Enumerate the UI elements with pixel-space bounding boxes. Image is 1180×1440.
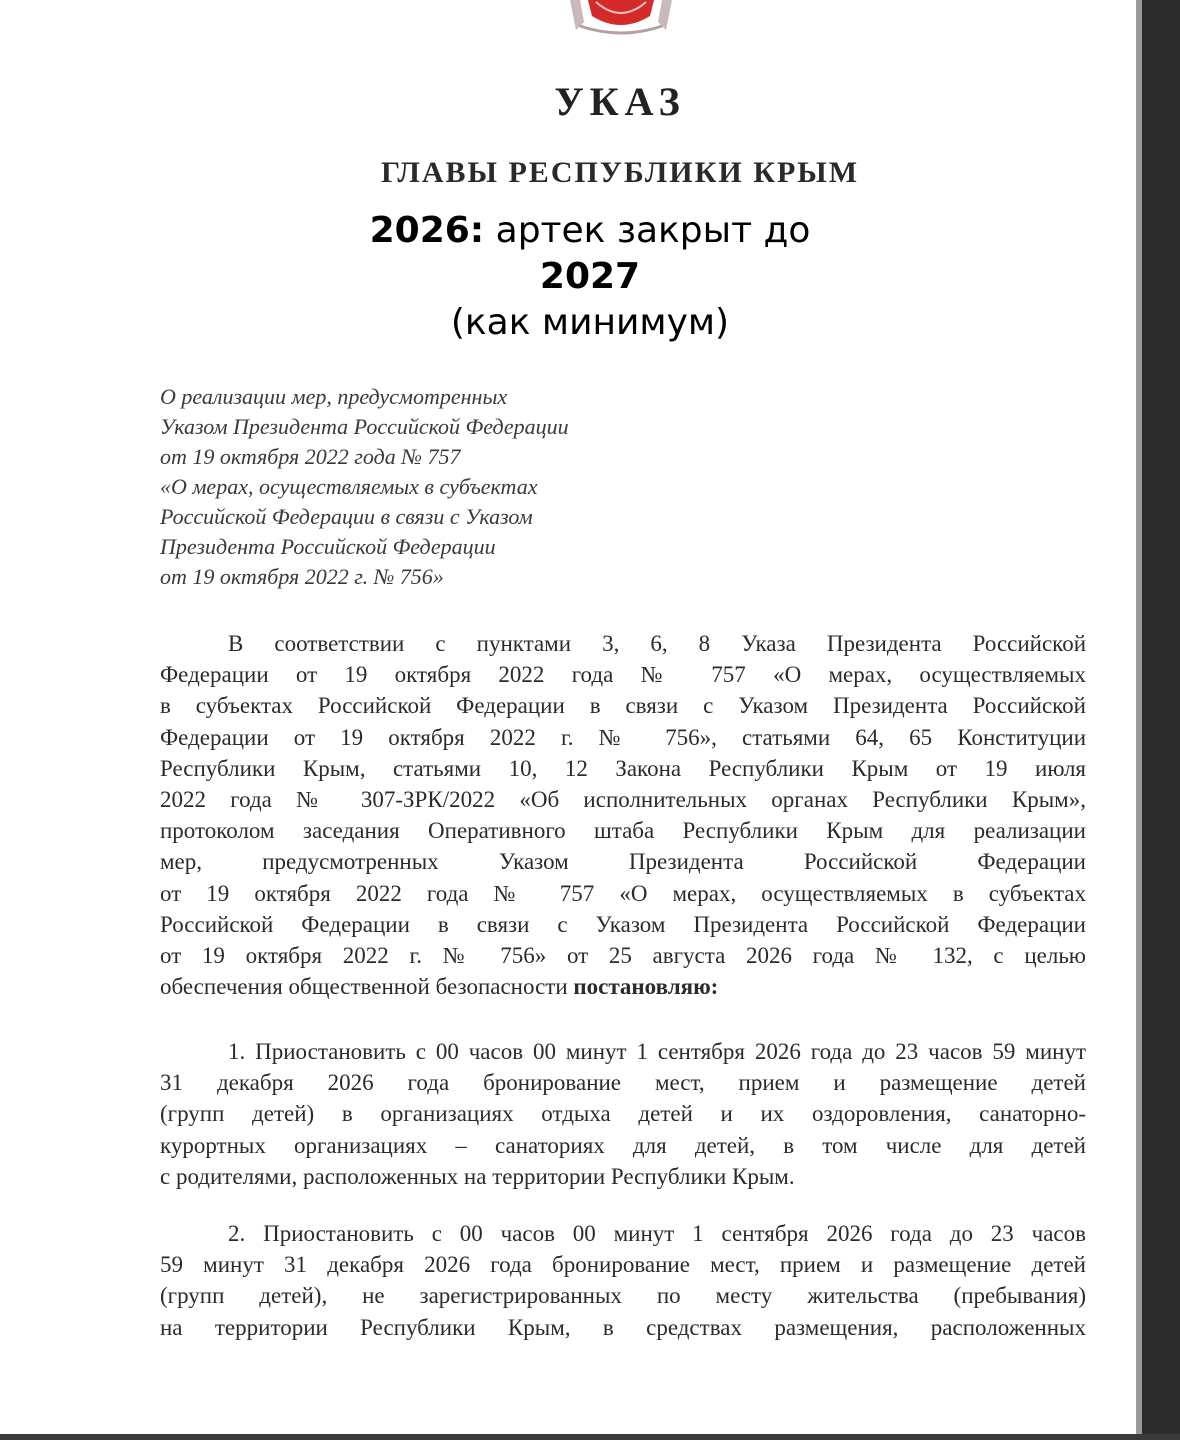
item-line: 31 декабря 2026 года бронирование мест, прием и размещение детей xyxy=(160,1070,1086,1096)
preamble-line: Российской Федерации в связи с Указом xyxy=(160,504,533,529)
overlay-caption xyxy=(320,208,860,346)
preamble-line: Указом Президента Российской Федерации xyxy=(160,414,569,439)
background-right-edge xyxy=(1142,0,1180,1440)
coat-of-arms-icon xyxy=(566,0,676,36)
main-paragraph xyxy=(160,628,1086,1002)
preamble-line: от 19 октября 2022 г. № 756» xyxy=(160,564,444,589)
paragraph-line: от 19 октября 2022 года № 757 «О мерах, осуществляемых в субъектах xyxy=(160,880,1086,906)
item-line: 1. Приостановить с 00 часов 00 минут 1 сентября 2026 года до 23 часов 59 минут xyxy=(228,1039,1086,1064)
item-line: на территории Республики Крым, в средствах размещения, расположенных xyxy=(160,1314,1086,1340)
paragraph-line: В соответствии с пунктами 3, 6, 8 Указа Президента Российской xyxy=(228,631,1086,656)
decree-preamble xyxy=(160,382,760,592)
item-line: курортных организациях – санаториях для детей, в том числе для детей xyxy=(160,1132,1086,1158)
paragraph-line: от 19 октября 2022 г. № 756» от 25 августа 2026 года № 132, с целью xyxy=(160,943,1086,969)
decree-item-2 xyxy=(160,1218,1086,1343)
document-title: УКАЗ xyxy=(554,79,686,124)
preamble-line: Президента Российской Федерации xyxy=(160,534,496,559)
decree-item-1 xyxy=(160,1036,1086,1192)
caption-line-2 xyxy=(320,254,860,300)
caption-note: (как минимум) xyxy=(450,302,730,343)
caption-line-1 xyxy=(320,208,860,254)
paragraph-line: Республики Крым, статьями 10, 12 Закона Республики Крым от 19 июля xyxy=(160,755,1086,781)
paragraph-line: протоколом заседания Оперативного штаба Республики Крым для реализации xyxy=(160,818,1086,844)
paragraph-last-line xyxy=(160,971,1086,1002)
item-line: 59 минут 31 декабря 2026 года бронирование мест, прием и размещение детей xyxy=(160,1252,1086,1278)
preamble-line: от 19 октября 2022 года № 757 xyxy=(160,444,461,469)
item-line: (групп детей) в организациях отдыха детей и их оздоровления, санаторно- xyxy=(160,1101,1086,1127)
paragraph-line: мер, предусмотренных Указом Президента Российской Федерации xyxy=(160,849,1086,875)
caption-year-start: 2026: xyxy=(369,210,485,251)
paragraph-line: Федерации от 19 октября 2022 года № 757 «О мерах, осуществляемых xyxy=(160,662,1086,688)
paragraph-line: 2022 года № 307-ЗРК/2022 «Об исполнительных органах Республики Крым», xyxy=(160,787,1086,813)
paragraph-line: Федерации от 19 октября 2022 г. № 756», статьями 64, 65 Конституции xyxy=(160,724,1086,750)
item-line: с родителями, расположенных на территории Республики Крым. xyxy=(160,1163,795,1189)
background-bottom-edge xyxy=(0,1434,1180,1440)
paragraph-line: в субъектах Российской Федерации в связи с Указом Президента Российской xyxy=(160,693,1086,719)
document-subtitle: ГЛАВЫ РЕСПУБЛИКИ КРЫМ xyxy=(380,156,860,189)
caption-main-text: артек закрыт до xyxy=(484,210,811,251)
item-line: (групп детей), не зарегистрированных по месту жительства (пребывания) xyxy=(160,1283,1086,1309)
decree-keyword: постановляю: xyxy=(573,974,719,1000)
paragraph-last-text: обеспечения общественной безопасности xyxy=(160,974,574,1000)
item-line: 2. Приостановить с 00 часов 00 минут 1 сентября 2026 года до 23 часов xyxy=(228,1221,1086,1246)
paragraph-line: Российской Федерации в связи с Указом Президента Российской Федерации xyxy=(160,911,1086,937)
preamble-line: «О мерах, осуществляемых в субъектах xyxy=(160,474,538,499)
preamble-line: О реализации мер, предусмотренных xyxy=(160,384,508,409)
caption-year-end: 2027 xyxy=(539,256,641,297)
